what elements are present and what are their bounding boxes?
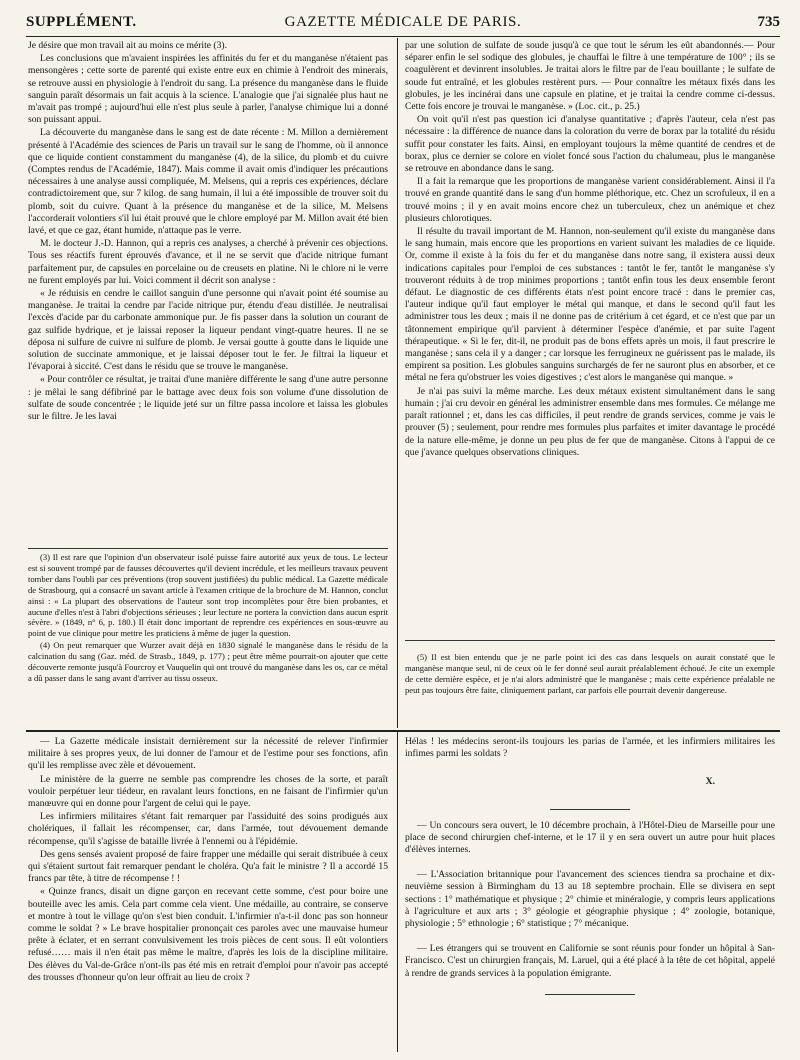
- column-divider-top: [397, 38, 398, 728]
- right-footnotes: [405, 652, 775, 726]
- left-footnotes: [28, 552, 388, 724]
- left-column: [28, 40, 388, 545]
- section-label: SUPPLÉMENT.: [26, 14, 137, 30]
- article-paragraph: Des gens sensés avaient proposé de faire frapper une médaille qui serait distribuée à ceux qui s'étaient surtout fait remarquer pendant le choléra. Qu'a fait le ministre ? Il a accordé 15 francs par tête, à titre de récompense ! !: [28, 848, 388, 885]
- news-separator: [550, 809, 630, 810]
- end-rule: [545, 994, 635, 995]
- left-paragraph: La découverte du manganèse dans le sang est de date récente : M. Millon a dernièrement présenté à l'Académie des sciences de Paris un travail sur le sang de l'homme, où il annonce que ce liquide contient constamment du manganèse (4), de la silice, du plomb et du cuivre (Comptes rendus de l'Académie, 1847). Mais comme il avait omis d'indiquer les précautions nécessaires à une analyse aussi compliquée, M. Melsens, qui a repris ces expériences, déclare contradictoirement que, sur 7 kilog. de sang humain, il lui a été impossible de trouver soit du plomb, soit du cuivre. Quant à la présence du manganèse et de la silice, M. Melsens l'accorderait volontiers s'il lui était prouvé que le chlore employé par M. Millon avait été bien lavé, et que ce gaz, étant humide, n'attaque pas le verre.: [28, 127, 388, 237]
- header-rule: [26, 36, 780, 37]
- footnote: (3) Il est rare que l'opinion d'un observateur isolé puisse faire autorité aux yeux de tous. Le lecteur est si souvent trompé par de fausses découvertes qu'il devient incrédule, et les meilleurs travaux peuvent tomber dans l'oubli par ces préventions (trop souvent justifiées) du public médical. La Gazette médicale de Strasbourg, qui a consacré un savant article à l'examen critique de la brochure de M. Hannon, conclut ainsi : « La plupart des observations de l'auteur sont trop incomplètes pour être bien probantes, et aucune d'elles n'est à l'abri d'objections sérieuses ; leur lecture ne portera la conviction dans aucun esprit sévère. » (1849, n° 6, p. 180.) Il était donc important de reprendre ces expériences en sous-œuvre au point de vue clinique pour mettre les praticiens à même de juger la question.: [28, 552, 388, 639]
- right-paragraph: On voit qu'il n'est pas question ici d'analyse quantitative ; d'après l'auteur, cela n'est pas nécessaire : la différence de nuance dans la coloration du verre de borax par la totalité du résidu suffit pour constater les faits. Ainsi, en employant toujours la même quantité de cendres et de borax, plus ce dernier se colore en violet foncé sous l'action du chalumeau, plus le manganèse se retrouve en abondance dans le sang.: [405, 114, 775, 175]
- article-paragraph: Hélas ! les médecins seront-ils toujours les parias de l'armée, et les infirmiers militaires les infimes parmi les soldats ?: [405, 736, 775, 760]
- spacer: [405, 931, 775, 943]
- journal-title: GAZETTE MÉDICALE DE PARIS.: [284, 14, 522, 30]
- article-paragraph: — La Gazette médicale insistait dernièrement sur la nécessité de relever l'infirmier militaire à ses propres yeux, de lui donner de l'amour et de l'estime pour ses fonctions, afin qu'il les remplisse avec zèle et dévouement.: [28, 736, 388, 772]
- signature: X.: [705, 776, 715, 788]
- right-column: [405, 40, 775, 612]
- right-paragraph: Il résulte du travail important de M. Hannon, non-seulement qu'il existe du manganèse dans le sang humain, mais encore que les proportions en varient suivant les maladies de ce liquide. Or, comme il existe à la fois du fer et du manganèse dans notre sang, il existera aussi deux indications capitales pour l'emploi de ces substances : tantôt le fer, tantôt le manganèse s'y trouveront réduits à de trop minimes proportions ; tantôt enfin tous les deux ensemble feront défaut. Le diagnostic de ces différents états n'est point encore tracé : dans le premier cas, l'auteur indique qu'il faut employer le métal qui manque, et dans le second qu'il faut les administrer tous les deux ; mais il ne donne pas de critérium à cet égard, et ce n'est que par un tâtonnement empirique qu'il parvient à déterminer l'espèce d'anémie, et par suite l'agent thérapeutique. « Si le fer, dit-il, ne produit pas de bons effets après un mois, il faut prescrire le manganèse ; sans cela il y a danger ; car lorsque les ferrugineux ne guérissent pas le malade, ils empirent sa position. Les globules sanguins surchargés de fer ne sauront plus en absorber, et ce métal ne fera qu'obstruer les voies digestives ; c'est alors le manganèse qui manque. »: [405, 226, 775, 384]
- news-item: — Les étrangers qui se trouvent en Californie se sont réunis pour fonder un hôpital à San-Francisco. C'est un chirurgien français, M. Laruel, qui a été placé à la tête de cet hôpital, appelé à rendre de grands services à la population émigrante.: [405, 943, 775, 979]
- news-item: — Un concours sera ouvert, le 10 décembre prochain, à l'Hôtel-Dieu de Marseille pour une place de second chirurgien chef-interne, et le 17 il y en sera ouvert un autre pour huit places d'élèves internes.: [405, 819, 775, 856]
- article-paragraph: Le ministère de la guerre ne semble pas comprendre les choses de la sorte, et paraît vouloir perpétuer leur tiédeur, en ravalant leurs fonctions, en ne faisant de l'infirmier qu'un manœuvre qui en donne pour l'argent de celui qui le paye.: [28, 773, 388, 810]
- left-paragraph: M. le docteur J.-D. Hannon, qui a repris ces analyses, a cherché à prévenir ces objections. Tous ses réactifs furent éprouvés d'avance, et il ne se servit que d'acide nitrique fumant parfaitement pur, de capsules en porcelaine ou de creusets en platine. Ni le chlore ni le verre ne furent employés par lui. Voici comment il décrit son analyse :: [28, 238, 388, 286]
- left-paragraph: « Pour contrôler ce résultat, je traitai d'une manière différente le sang d'une autre personne : je mêlai le sang défibriné par le battage avec deux fois son volume d'une dissolution de sulfate de soude concentrée ; le liquide jeté sur un filtre passa incolore et laissa les globules sur le filtre. Je les lavai: [28, 374, 388, 423]
- article-paragraph: « Quinze francs, disait un digne garçon en recevant cette somme, c'est pour boire une bouteille avec les amis. Cela part comme cela vient. Une médaille, au contraire, se conserve et montre à tout le village qu'on s'est bien conduit. L'infirmier n'a-t-il donc pas son honneur comme le soldat ? » Le brave hospitalier prononçait ces paroles avec une mauvaise humeur prête à éclater, et en serrant convulsivement les trois pièces de cent sous. Il eût volontiers refusé…… mais il n'en était pas même le maître, d'après les lois de la discipline militaire. Des élèves du Val-de-Grâce n'ont-ils pas été mis en retrait d'emploi pour n'avoir pas accepté des trousses d'honneur qu'on leur offrait au lieu de croix ?: [28, 886, 388, 983]
- right-paragraph: Je n'ai pas suivi la même marche. Les deux métaux existent simultanément dans le sang humain ; j'ai cru devoir en général les administrer ensemble dans mes formules. Ce mélange me paraît rationnel ; et, dans les cas difficiles, il peut rendre de grands services, comme je vais le prouver (5) ; seulement, pour rendre mes formules plus parfaites et imiter davantage le procédé de la nature elle-même, je donne un peu plus de fer que de manganèse. Citons à l'appui de ce que j'avance quelques observations cliniques.: [405, 385, 775, 458]
- bottom-left-column: [28, 736, 388, 1052]
- right-paragraph: par une solution de sulfate de soude jusqu'à ce que tout le sérum les eût abandonnés.— Pour séparer enfin le sel sodique des globules, je chauffai le filtre à une température de 100° ; ils se coagulèrent et devinrent insolubles. Je traitai alors le filtre par de l'eau bouillante ; le sulfate de soude fut entraîné, et les globules restèrent purs. — Pour connaître les métaux fixés dans les globules, je les incinérai dans une capsule en platine, et je traitai la cendre comme ci-dessus. Cette fois encore je trouvai le manganèse. » (Loc. cit., p. 25.): [405, 40, 775, 113]
- page-header: [26, 14, 780, 32]
- news-item: — L'Association britannique pour l'avancement des sciences tiendra sa prochaine et dix-neuvième session à Birmingham du 13 au 18 septembre prochain. Elle se divisera en sept sections : 1° mathématique et physique ; 2° chimie et minéralogie, y compris leurs applications à l'agriculture et aux arts ; 3° géologie et géographie physique ; 4° zoologie, botanique, physiologie ; 5° ethnologie ; 6° statistique ; 7° mécanique.: [405, 869, 775, 930]
- column-divider-bottom: [397, 732, 398, 1052]
- section-divider: [26, 730, 780, 732]
- right-paragraph: Il a fait la remarque que les proportions de manganèse varient considérablement. Ainsi il l'a trouvé en grande quantité dans le sang d'un homme pléthorique, etc. Chez un scrofuleux, il en a trouvé moins ; il y en avait moins encore chez un tuberculeux, chez un anémique et chez plusieurs chlorotiques.: [405, 176, 775, 224]
- footnote: (4) On peut remarquer que Wurzer avait déjà en 1830 signalé le manganèse dans le résidu de la calcination du sang (Gaz. méd. de Strasb., 1849, p. 177) ; peut être même pourrait-on ajouter que cette découverte remonte jusqu'à Fourcroy et Vauquelin qui ont trouvé du manganèse dans les os, car ce métal a dû passer dans le sang avant d'arriver au tissu osseux.: [28, 640, 388, 683]
- left-paragraph: Les conclusions que m'avaient inspirées les affinités du fer et du manganèse n'étaient pas mensongères ; cette sorte de parenté qui existe entre eux en chimie à l'endroit des minerais, se retrouve aussi en physiologie à l'endroit du sang. La présence du manganèse dans le fluide sanguin paraît désormais un fait acquis à la science. L'analogie que j'ai signalée plus haut ne m'avait pas trompé ; aujourd'hui elle n'est plus seule à parler, l'analyse chimique lui a donné son puissant appui.: [28, 53, 388, 126]
- left-paragraph: Je désire que mon travail ait au moins ce mérite (3).: [28, 40, 228, 51]
- left-paragraph: « Je réduisis en cendre le caillot sanguin d'une personne qui n'avait point été soumise au manganèse. Je traitai la cendre par l'acide nitrique pur, étendu d'eau distillée. Je neutralisai l'excès d'acide par du carbonate ammonique pur. Je fis passer dans la solution un courant de gaz sulfide hydrique, et je laissai reposer la liqueur pendant vingt-quatre heures. Il ne se déposa ni sulfure de cuivre ni sulfure de plomb. Je versai goutte à goutte dans le liquide une solution de succinate ammonique, et je laissai déposer tout le fer. Je filtrai la liqueur et l'évaporai à siccité. C'est dans le résidu que se trouve le manganèse.: [28, 288, 388, 373]
- bottom-right-column: [405, 736, 775, 1052]
- page-number: 735: [757, 14, 780, 30]
- footnote: (5) Il est bien entendu que je ne parle point ici des cas dans lesquels on aurait constaté que le manganèse manque seul, ni de ceux où le fer donné seul aurait préalablement échoué. Je cite un exemple de cette dernière espèce, et je n'ai alors administré que le manganèse ; mais cette expérience préalable ne peut pas toujours être faite, cliniquement parlant, car parfois elle pourrait devenir dangereuse.: [405, 652, 775, 695]
- footnote-rule-left: [28, 548, 388, 549]
- spacer: [405, 857, 775, 869]
- article-paragraph: Les infirmiers militaires s'étant fait remarquer par l'assiduité des soins prodigués aux cholériques, il fallait les récompenser, car, dans l'armée, tout dévouement demande récompense, qu'il s'agisse de bataille livrée à l'ennemi ou à l'épidémie.: [28, 811, 388, 847]
- footnote-rule-right: [405, 640, 775, 641]
